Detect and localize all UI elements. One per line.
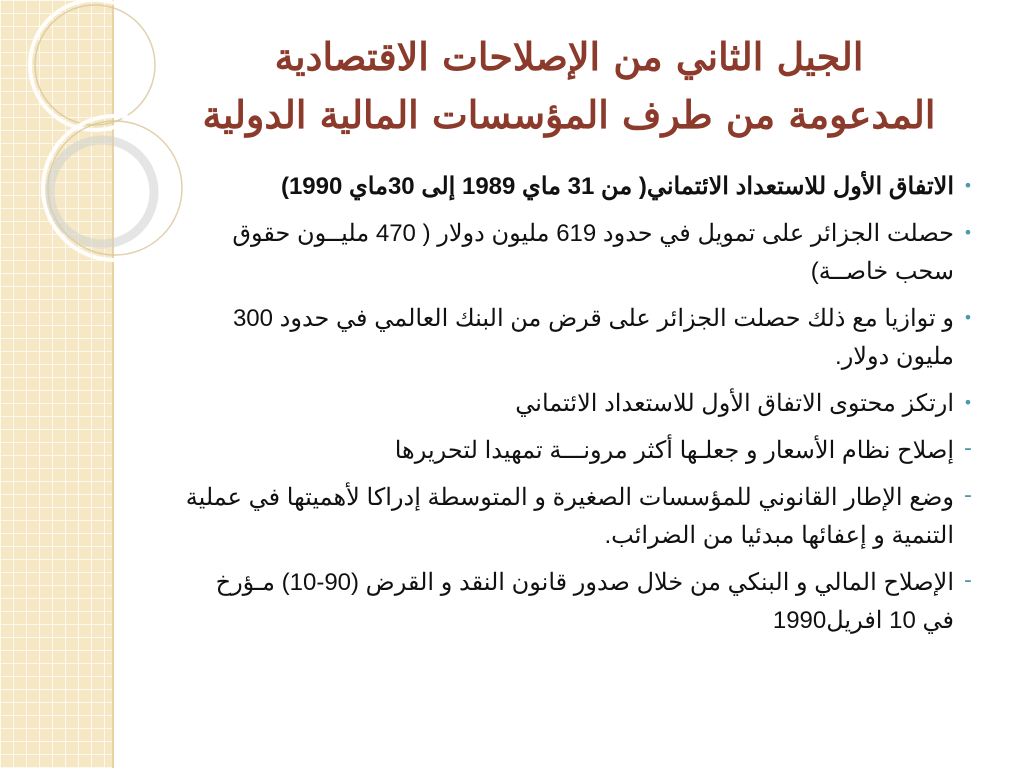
list-item-text: حصلت الجزائر على تمويل في حدود 619 مليون دولار ( 470 مليــون حقوق سحب خاصــة) <box>232 220 954 285</box>
slide-title <box>159 28 979 144</box>
list-item <box>182 215 982 291</box>
list-item-text: ارتكز محتوى الاتفاق الأول للاستعداد الائتماني <box>515 390 954 417</box>
title-line-1: الجيل الثاني من الإصلاحات الاقتصادية <box>274 34 864 79</box>
list-item <box>182 385 982 423</box>
list-item <box>182 168 982 206</box>
bullet-marker: • <box>963 223 973 242</box>
list-item <box>182 432 982 470</box>
list-item-text: إصلاح نظام الأسعار و جعلـها أكثر مرونـــة تمهيدا لتحريرها <box>394 437 954 464</box>
list-item <box>182 479 982 555</box>
dash-marker: - <box>964 568 972 593</box>
bullet-marker: • <box>963 176 973 195</box>
dash-marker: - <box>964 436 972 461</box>
list-item <box>182 300 982 376</box>
title-line-2: المدعومة من طرف المؤسسات المالية الدولية <box>202 92 936 137</box>
list-item <box>182 564 982 640</box>
list-item-text: الإصلاح المالي و البنكي من خلال صدور قانون النقد و القرض (90-10) مـؤرخ في 10 افريل1990 <box>215 569 954 634</box>
bullet-marker: • <box>963 308 973 327</box>
list-item-text: الاتفاق الأول للاستعداد الائتماني( من 31 ماي 1989 إلى 30ماي 1990) <box>280 173 954 200</box>
bullet-marker: • <box>963 393 973 412</box>
list-item-text: وضع الإطار القانوني للمؤسسات الصغيرة و المتوسطة إدراكا لأهميتها في عملية التنمية و إعفائها مبدئيا من الضرائب. <box>185 484 954 549</box>
bullet-list <box>182 168 982 649</box>
dash-marker: - <box>964 483 972 508</box>
list-item-text: و توازيا مع ذلك حصلت الجزائر على قرض من البنك العالمي في حدود 300 مليون دولار. <box>232 305 954 370</box>
